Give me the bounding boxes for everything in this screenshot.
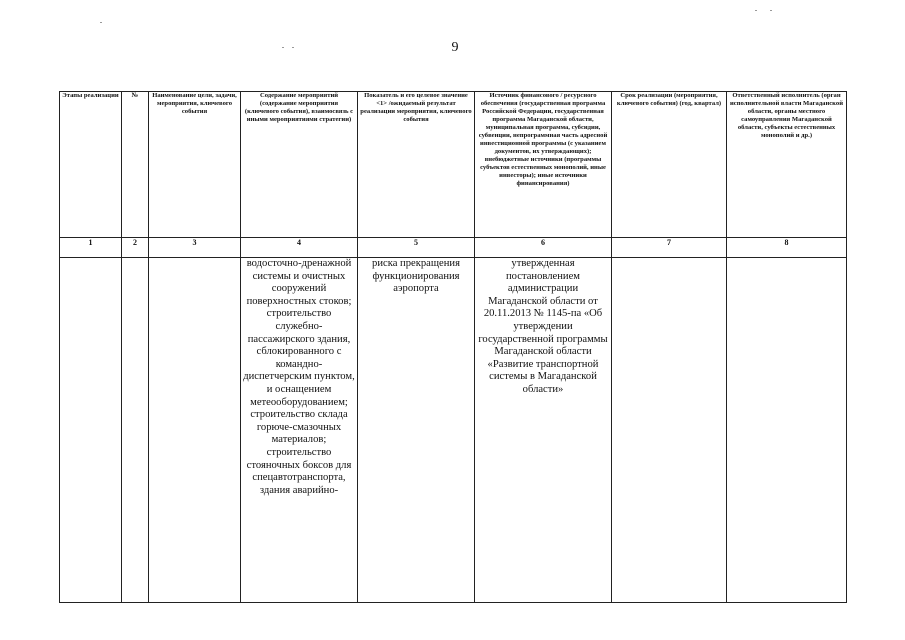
- column-number: 8: [727, 238, 847, 258]
- column-number: 1: [60, 238, 122, 258]
- header-deadline: Срок реализации (мероприятия, ключевого события) (год, квартал): [612, 92, 727, 238]
- column-number: 2: [122, 238, 149, 258]
- scan-speck: [100, 22, 102, 23]
- cell-indicator: риска прекращения функционирования аэропорта: [358, 258, 475, 603]
- header-executor: Ответственный исполнитель (орган исполнительной власти Магаданской области, органы местного самоуправления Магаданской области, субъекты естественных монополий и др.): [727, 92, 847, 238]
- cell-source: утвержденная постановлением администрации Магаданской области от 20.11.2013 № 1145-па «Об утверждении государственной программы Магаданской области «Развитие транспортной системы в Магаданской области»: [475, 258, 612, 603]
- cell-number: [122, 258, 149, 603]
- column-number: 3: [149, 238, 241, 258]
- header-row: [60, 92, 847, 238]
- column-number: 7: [612, 238, 727, 258]
- cell-content: водосточно-дренажной системы и очистных сооружений поверхностных стоков; строительство служебно-пассажирского здания, сблокированного с командно-диспетчерским пунктом, и оснащением метеооборудованием; строительство склада горюче-смазочных материалов; строительство стояночных боксов для спецавтотранспорта, здания аварийно-: [241, 258, 358, 603]
- column-number: 5: [358, 238, 475, 258]
- cell-deadline: [612, 258, 727, 603]
- column-number: 4: [241, 238, 358, 258]
- page-number: 9: [451, 40, 459, 55]
- scan-speck: [282, 47, 284, 48]
- scan-speck: [770, 10, 772, 11]
- header-content: Содержание мероприятий (содержание мероприятия (ключевого события), взаимосвязь с иными мероприятиями стратегии): [241, 92, 358, 238]
- scan-speck: [292, 47, 294, 48]
- header-number: №: [122, 92, 149, 238]
- cell-name: [149, 258, 241, 603]
- header-source: Источник финансового / ресурсного обеспечения (государственная программа Российской Федерации, государственная программа Магаданской области, муниципальная программа, субсидии, субвенции, непрограммная часть адресной инвестиционной программы (с указанием документов, их утверждающих); внебюджетные источники (программы субъектов естественных монополий, иные инвесторы); иные источники финансирования): [475, 92, 612, 238]
- column-number-row: [60, 238, 847, 258]
- cell-executor: [727, 258, 847, 603]
- measures-table: [59, 91, 847, 603]
- scan-speck: [755, 10, 757, 11]
- header-name: Наименование цели, задачи, мероприятия, ключевого события: [149, 92, 241, 238]
- header-indicator: Показатель и его целевое значение <1> /ожидаемый результат реализации мероприятия, ключевого события: [358, 92, 475, 238]
- column-number: 6: [475, 238, 612, 258]
- cell-stage: [60, 258, 122, 603]
- table-row: [60, 258, 847, 603]
- header-stage: Этапы реализации: [60, 92, 122, 238]
